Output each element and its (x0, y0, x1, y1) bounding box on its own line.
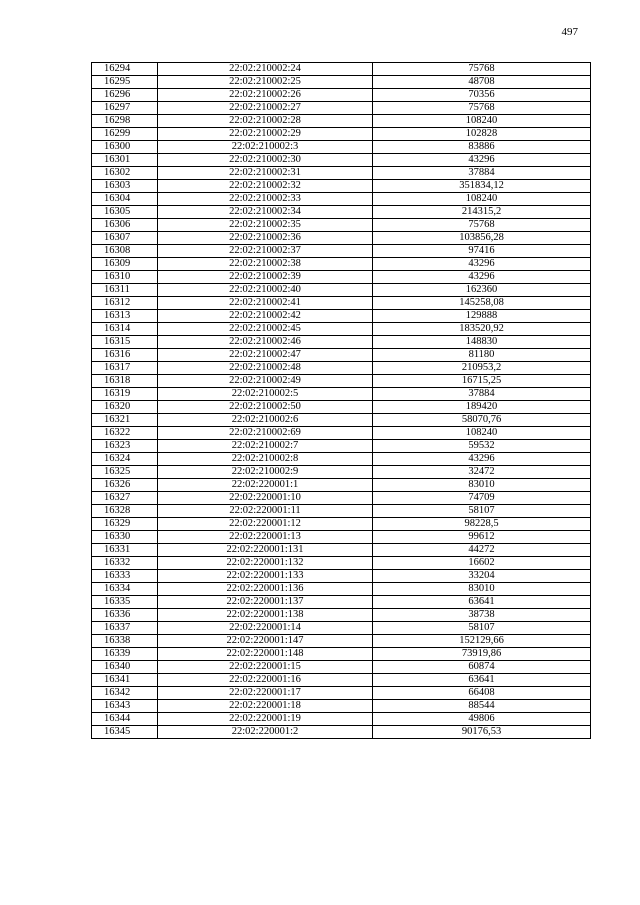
cadastral-number-cell: 22:02:210002:5 (158, 388, 373, 401)
table-row (92, 141, 591, 154)
row-number-cell: 16312 (92, 297, 158, 310)
row-number-cell: 16334 (92, 583, 158, 596)
table-row (92, 245, 591, 258)
cadastral-number-cell: 22:02:210002:33 (158, 193, 373, 206)
cadastral-number-cell: 22:02:210002:49 (158, 375, 373, 388)
row-number-cell: 16315 (92, 336, 158, 349)
table-row (92, 583, 591, 596)
value-cell: 108240 (373, 115, 591, 128)
value-cell: 58107 (373, 622, 591, 635)
row-number-cell: 16308 (92, 245, 158, 258)
value-cell: 58107 (373, 505, 591, 518)
row-number-cell: 16345 (92, 726, 158, 739)
table-row (92, 193, 591, 206)
cadastral-number-cell: 22:02:210002:38 (158, 258, 373, 271)
value-cell: 90176,53 (373, 726, 591, 739)
cadastral-number-cell: 22:02:210002:3 (158, 141, 373, 154)
value-cell: 83886 (373, 141, 591, 154)
cadastral-number-cell: 22:02:210002:36 (158, 232, 373, 245)
cadastral-number-cell: 22:02:210002:45 (158, 323, 373, 336)
table-row (92, 102, 591, 115)
row-number-cell: 16294 (92, 63, 158, 76)
table-row (92, 544, 591, 557)
table-row (92, 375, 591, 388)
value-cell: 214315,2 (373, 206, 591, 219)
row-number-cell: 16295 (92, 76, 158, 89)
row-number-cell: 16338 (92, 635, 158, 648)
table-row (92, 310, 591, 323)
table-row (92, 349, 591, 362)
cadastral-number-cell: 22:02:210002:6 (158, 414, 373, 427)
table-row (92, 414, 591, 427)
table-row (92, 648, 591, 661)
value-cell: 83010 (373, 479, 591, 492)
value-cell: 73919,86 (373, 648, 591, 661)
cadastral-number-cell: 22:02:210002:37 (158, 245, 373, 258)
cadastral-number-cell: 22:02:210002:48 (158, 362, 373, 375)
cadastral-number-cell: 22:02:220001:12 (158, 518, 373, 531)
cadastral-number-cell: 22:02:220001:19 (158, 713, 373, 726)
table-row (92, 427, 591, 440)
cadastral-number-cell: 22:02:220001:148 (158, 648, 373, 661)
table-row (92, 531, 591, 544)
row-number-cell: 16321 (92, 414, 158, 427)
row-number-cell: 16316 (92, 349, 158, 362)
row-number-cell: 16317 (92, 362, 158, 375)
cadastral-number-cell: 22:02:220001:10 (158, 492, 373, 505)
value-cell: 75768 (373, 102, 591, 115)
cadastral-number-cell: 22:02:210002:28 (158, 115, 373, 128)
row-number-cell: 16299 (92, 128, 158, 141)
cadastral-number-cell: 22:02:210002:34 (158, 206, 373, 219)
row-number-cell: 16309 (92, 258, 158, 271)
table-row (92, 687, 591, 700)
cadastral-number-cell: 22:02:210002:32 (158, 180, 373, 193)
table-row (92, 492, 591, 505)
value-cell: 16715,25 (373, 375, 591, 388)
table-row (92, 401, 591, 414)
cadastral-number-cell: 22:02:220001:136 (158, 583, 373, 596)
cadastral-number-cell: 22:02:210002:7 (158, 440, 373, 453)
cadastral-number-cell: 22:02:220001:15 (158, 661, 373, 674)
table-row (92, 596, 591, 609)
table-row (92, 440, 591, 453)
cadastral-number-cell: 22:02:210002:27 (158, 102, 373, 115)
value-cell: 351834,12 (373, 180, 591, 193)
cadastral-number-cell: 22:02:220001:2 (158, 726, 373, 739)
table-row (92, 89, 591, 102)
cadastral-number-cell: 22:02:220001:132 (158, 557, 373, 570)
value-cell: 99612 (373, 531, 591, 544)
table-row (92, 505, 591, 518)
value-cell: 75768 (373, 219, 591, 232)
row-number-cell: 16328 (92, 505, 158, 518)
row-number-cell: 16322 (92, 427, 158, 440)
cadastral-number-cell: 22:02:220001:18 (158, 700, 373, 713)
cadastral-number-cell: 22:02:220001:11 (158, 505, 373, 518)
table-row (92, 258, 591, 271)
table-row (92, 167, 591, 180)
value-cell: 66408 (373, 687, 591, 700)
value-cell: 145258,08 (373, 297, 591, 310)
cadastral-number-cell: 22:02:220001:137 (158, 596, 373, 609)
row-number-cell: 16324 (92, 453, 158, 466)
cadastral-number-cell: 22:02:210002:29 (158, 128, 373, 141)
cadastral-number-cell: 22:02:210002:26 (158, 89, 373, 102)
value-cell: 43296 (373, 154, 591, 167)
cadastral-number-cell: 22:02:220001:1 (158, 479, 373, 492)
value-cell: 129888 (373, 310, 591, 323)
row-number-cell: 16297 (92, 102, 158, 115)
value-cell: 162360 (373, 284, 591, 297)
row-number-cell: 16335 (92, 596, 158, 609)
table-row (92, 609, 591, 622)
value-cell: 183520,92 (373, 323, 591, 336)
table-row (92, 271, 591, 284)
table-row (92, 479, 591, 492)
row-number-cell: 16333 (92, 570, 158, 583)
row-number-cell: 16323 (92, 440, 158, 453)
cadastral-number-cell: 22:02:210002:42 (158, 310, 373, 323)
table-row (92, 466, 591, 479)
value-cell: 38738 (373, 609, 591, 622)
value-cell: 49806 (373, 713, 591, 726)
row-number-cell: 16341 (92, 674, 158, 687)
value-cell: 70356 (373, 89, 591, 102)
table-row (92, 297, 591, 310)
row-number-cell: 16298 (92, 115, 158, 128)
row-number-cell: 16296 (92, 89, 158, 102)
value-cell: 60874 (373, 661, 591, 674)
table-row (92, 388, 591, 401)
table-row (92, 557, 591, 570)
row-number-cell: 16300 (92, 141, 158, 154)
cadastral-number-cell: 22:02:210002:35 (158, 219, 373, 232)
cadastral-number-cell: 22:02:220001:13 (158, 531, 373, 544)
table-row (92, 219, 591, 232)
row-number-cell: 16326 (92, 479, 158, 492)
registry-table (91, 62, 591, 739)
row-number-cell: 16337 (92, 622, 158, 635)
value-cell: 32472 (373, 466, 591, 479)
row-number-cell: 16301 (92, 154, 158, 167)
value-cell: 37884 (373, 167, 591, 180)
cadastral-number-cell: 22:02:210002:9 (158, 466, 373, 479)
value-cell: 210953,2 (373, 362, 591, 375)
table-row (92, 115, 591, 128)
table-row (92, 63, 591, 76)
table-row (92, 128, 591, 141)
value-cell: 43296 (373, 258, 591, 271)
row-number-cell: 16305 (92, 206, 158, 219)
table-row (92, 622, 591, 635)
row-number-cell: 16304 (92, 193, 158, 206)
cadastral-number-cell: 22:02:210002:39 (158, 271, 373, 284)
value-cell: 148830 (373, 336, 591, 349)
table-row (92, 635, 591, 648)
table-row (92, 323, 591, 336)
table-row (92, 206, 591, 219)
value-cell: 74709 (373, 492, 591, 505)
row-number-cell: 16318 (92, 375, 158, 388)
row-number-cell: 16342 (92, 687, 158, 700)
table-row (92, 76, 591, 89)
row-number-cell: 16340 (92, 661, 158, 674)
row-number-cell: 16343 (92, 700, 158, 713)
value-cell: 108240 (373, 427, 591, 440)
value-cell: 189420 (373, 401, 591, 414)
table-row (92, 726, 591, 739)
value-cell: 81180 (373, 349, 591, 362)
table-row (92, 518, 591, 531)
cadastral-number-cell: 22:02:210002:25 (158, 76, 373, 89)
row-number-cell: 16331 (92, 544, 158, 557)
cadastral-number-cell: 22:02:210002:40 (158, 284, 373, 297)
row-number-cell: 16330 (92, 531, 158, 544)
value-cell: 43296 (373, 453, 591, 466)
cadastral-number-cell: 22:02:210002:8 (158, 453, 373, 466)
value-cell: 63641 (373, 596, 591, 609)
table-row (92, 453, 591, 466)
cadastral-number-cell: 22:02:220001:147 (158, 635, 373, 648)
cadastral-number-cell: 22:02:210002:41 (158, 297, 373, 310)
table-row (92, 180, 591, 193)
value-cell: 59532 (373, 440, 591, 453)
row-number-cell: 16307 (92, 232, 158, 245)
table-row (92, 362, 591, 375)
table-row (92, 284, 591, 297)
row-number-cell: 16320 (92, 401, 158, 414)
table-row (92, 674, 591, 687)
table-row (92, 570, 591, 583)
value-cell: 43296 (373, 271, 591, 284)
value-cell: 152129,66 (373, 635, 591, 648)
table-row (92, 336, 591, 349)
row-number-cell: 16313 (92, 310, 158, 323)
value-cell: 44272 (373, 544, 591, 557)
row-number-cell: 16329 (92, 518, 158, 531)
cadastral-number-cell: 22:02:220001:131 (158, 544, 373, 557)
cadastral-number-cell: 22:02:210002:50 (158, 401, 373, 414)
cadastral-number-cell: 22:02:220001:14 (158, 622, 373, 635)
registry-table-body (92, 63, 591, 739)
value-cell: 98228,5 (373, 518, 591, 531)
value-cell: 33204 (373, 570, 591, 583)
cadastral-number-cell: 22:02:210002:69 (158, 427, 373, 440)
cadastral-number-cell: 22:02:220001:17 (158, 687, 373, 700)
value-cell: 58070,76 (373, 414, 591, 427)
row-number-cell: 16311 (92, 284, 158, 297)
cadastral-number-cell: 22:02:210002:47 (158, 349, 373, 362)
value-cell: 108240 (373, 193, 591, 206)
row-number-cell: 16319 (92, 388, 158, 401)
row-number-cell: 16325 (92, 466, 158, 479)
cadastral-number-cell: 22:02:210002:31 (158, 167, 373, 180)
cadastral-number-cell: 22:02:210002:30 (158, 154, 373, 167)
table-row (92, 154, 591, 167)
table-row (92, 700, 591, 713)
row-number-cell: 16310 (92, 271, 158, 284)
value-cell: 48708 (373, 76, 591, 89)
value-cell: 103856,28 (373, 232, 591, 245)
value-cell: 88544 (373, 700, 591, 713)
table-row (92, 661, 591, 674)
row-number-cell: 16344 (92, 713, 158, 726)
cadastral-number-cell: 22:02:210002:46 (158, 336, 373, 349)
value-cell: 16602 (373, 557, 591, 570)
row-number-cell: 16336 (92, 609, 158, 622)
row-number-cell: 16302 (92, 167, 158, 180)
cadastral-number-cell: 22:02:210002:24 (158, 63, 373, 76)
row-number-cell: 16327 (92, 492, 158, 505)
value-cell: 63641 (373, 674, 591, 687)
value-cell: 37884 (373, 388, 591, 401)
row-number-cell: 16314 (92, 323, 158, 336)
table-row (92, 232, 591, 245)
value-cell: 102828 (373, 128, 591, 141)
cadastral-number-cell: 22:02:220001:133 (158, 570, 373, 583)
value-cell: 83010 (373, 583, 591, 596)
cadastral-number-cell: 22:02:220001:138 (158, 609, 373, 622)
value-cell: 75768 (373, 63, 591, 76)
value-cell: 97416 (373, 245, 591, 258)
row-number-cell: 16303 (92, 180, 158, 193)
row-number-cell: 16306 (92, 219, 158, 232)
cadastral-number-cell: 22:02:220001:16 (158, 674, 373, 687)
row-number-cell: 16332 (92, 557, 158, 570)
table-row (92, 713, 591, 726)
page-number: 497 (561, 26, 578, 38)
row-number-cell: 16339 (92, 648, 158, 661)
